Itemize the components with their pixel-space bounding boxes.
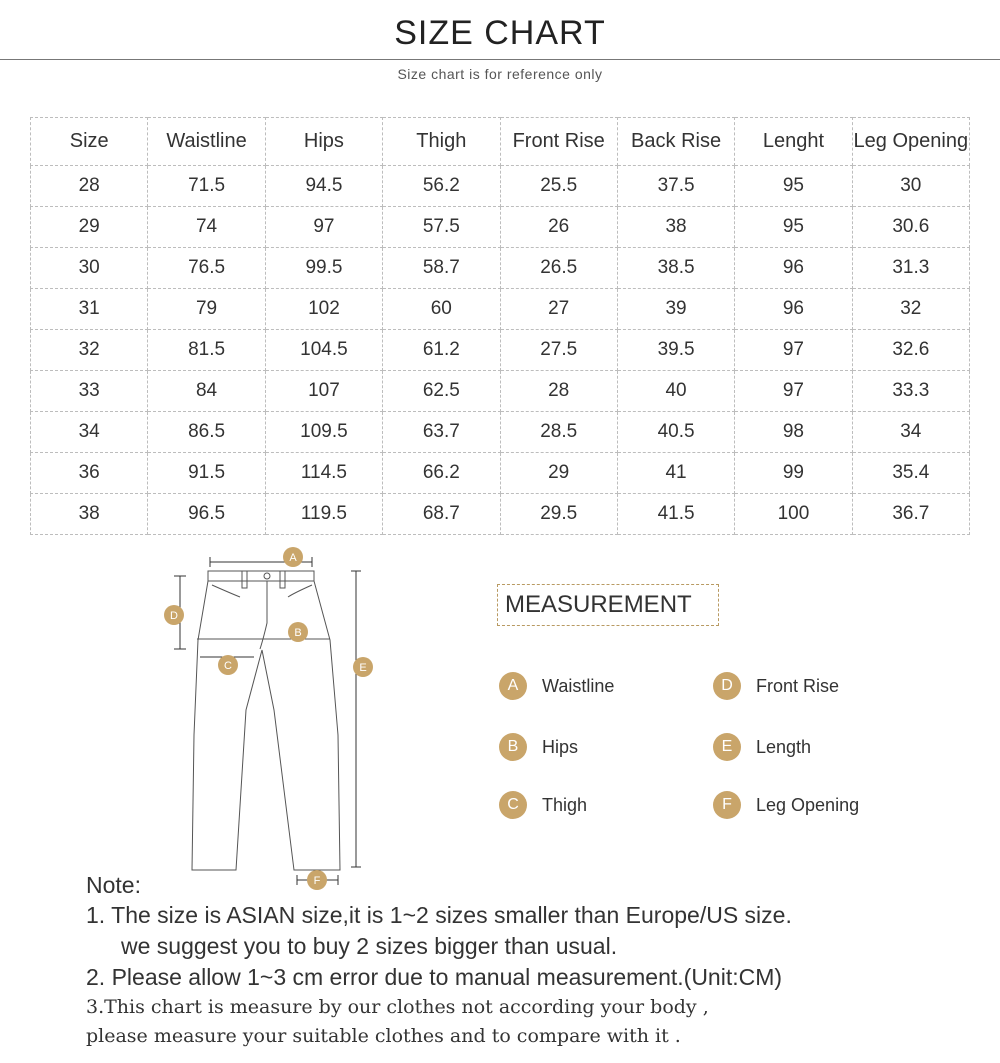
table-cell: 86.5 [148,412,265,453]
table-cell: 31 [31,289,148,330]
badge-e [353,657,373,677]
table-cell: 76.5 [148,248,265,289]
table-cell: 40.5 [617,412,734,453]
table-cell: 40 [617,371,734,412]
legend-label: Leg Opening [756,794,860,815]
table-cell: 30.6 [852,207,969,248]
table-row [31,248,970,289]
legend-item-thigh [499,790,587,820]
header-leg-opening: Leg Opening [852,118,969,166]
legend-label: Length [756,736,812,757]
page-subtitle: Size chart is for reference only [397,66,603,82]
table-cell: 41.5 [617,494,734,535]
table-cell: 60 [383,289,500,330]
table-body [31,166,970,535]
table-cell: 63.7 [383,412,500,453]
legend-label: Hips [542,736,579,757]
table-cell: 25.5 [500,166,617,207]
notes-section [86,870,986,1051]
table-cell: 34 [31,412,148,453]
legend-label: Front Rise [756,675,840,696]
legend-item-front-rise [713,671,839,701]
table-cell: 27 [500,289,617,330]
table-cell: 104.5 [265,330,382,371]
table-cell: 39.5 [617,330,734,371]
badge-d [164,605,184,625]
table-cell: 61.2 [383,330,500,371]
table-cell: 68.7 [383,494,500,535]
table-cell: 100 [735,494,852,535]
table-cell: 109.5 [265,412,382,453]
svg-text:E: E [359,662,367,674]
table-cell: 32 [31,330,148,371]
page-title: SIZE CHART [394,14,606,52]
table-cell: 41 [617,453,734,494]
badge-a [283,547,303,567]
table-cell: 39 [617,289,734,330]
table-cell: 98 [735,412,852,453]
table-cell: 99.5 [265,248,382,289]
table-cell: 32.6 [852,330,969,371]
table-cell: 114.5 [265,453,382,494]
table-cell: 26 [500,207,617,248]
size-table [30,117,970,535]
note-line-2: 2. Please allow 1~3 cm error due to manual measurement.(Unit:CM) [86,964,783,990]
badge-c-icon: C [499,791,527,819]
legend-item-hips [499,732,578,762]
table-cell: 38 [31,494,148,535]
table-cell: 35.4 [852,453,969,494]
svg-text:F: F [313,875,321,887]
table-cell: 27.5 [500,330,617,371]
badge-f-icon: F [713,791,741,819]
table-cell: 95 [735,166,852,207]
svg-text:A: A [289,552,297,564]
table-row [31,412,970,453]
note-line-1b: we suggest you to buy 2 sizes bigger than usual. [121,933,618,959]
table-cell: 96.5 [148,494,265,535]
table-cell: 31.3 [852,248,969,289]
svg-text:B: B [294,627,302,639]
svg-text:C: C [224,660,232,672]
table-cell: 37.5 [617,166,734,207]
note-line-3: 3.This chart is measure by our clothes not according your body , [86,996,709,1018]
table-cell: 97 [735,371,852,412]
note-line-1: 1. The size is ASIAN size,it is 1~2 sizes smaller than Europe/US size. [86,902,792,928]
table-cell: 29 [500,453,617,494]
table-cell: 36 [31,453,148,494]
table-cell: 97 [265,207,382,248]
table-cell: 38 [617,207,734,248]
badge-b [288,622,308,642]
legend-item-leg-opening [713,790,859,820]
table-cell: 58.7 [383,248,500,289]
table-cell: 95 [735,207,852,248]
table-cell: 33.3 [852,371,969,412]
note-line-3b: please measure your suitable clothes and to compare with it . [86,1025,681,1047]
table-cell: 81.5 [148,330,265,371]
table-cell: 34 [852,412,969,453]
table-cell: 56.2 [383,166,500,207]
badge-c [218,655,238,675]
table-cell: 97 [735,330,852,371]
table-cell: 57.5 [383,207,500,248]
svg-text:D: D [170,610,178,622]
header-back-rise: Back Rise [617,118,734,166]
table-cell: 28 [31,166,148,207]
pants-diagram [160,545,390,890]
table-cell: 62.5 [383,371,500,412]
table-cell: 33 [31,371,148,412]
table-cell: 74 [148,207,265,248]
notes-title: Note: [86,872,141,898]
table-cell: 29 [31,207,148,248]
table-cell: 102 [265,289,382,330]
table-cell: 71.5 [148,166,265,207]
header-waistline: Waistline [148,118,265,166]
header-length: Lenght [735,118,852,166]
table-cell: 28 [500,371,617,412]
table-row [31,289,970,330]
table-cell: 99 [735,453,852,494]
table-cell: 30 [31,248,148,289]
badge-d-icon: D [713,672,741,700]
table-cell: 36.7 [852,494,969,535]
table-cell: 29.5 [500,494,617,535]
table-row [31,453,970,494]
table-cell: 66.2 [383,453,500,494]
table-cell: 32 [852,289,969,330]
header-size: Size [31,118,148,166]
badge-e-icon: E [713,733,741,761]
table-row [31,330,970,371]
measurement-heading: MEASUREMENT [497,584,719,626]
header-hips: Hips [265,118,382,166]
pants-outline-icon [192,571,340,870]
table-row [31,207,970,248]
table-cell: 26.5 [500,248,617,289]
table-row [31,371,970,412]
header-thigh: Thigh [383,118,500,166]
badge-b-icon: B [499,733,527,761]
table-cell: 30 [852,166,969,207]
title-divider [0,59,1000,60]
table-cell: 84 [148,371,265,412]
table-cell: 91.5 [148,453,265,494]
table-cell: 94.5 [265,166,382,207]
legend-item-waistline [499,671,614,701]
table-cell: 96 [735,289,852,330]
legend-label: Waistline [542,675,615,696]
table-cell: 28.5 [500,412,617,453]
table-cell: 38.5 [617,248,734,289]
table-header-row [31,118,970,166]
legend-label: Thigh [542,794,588,815]
table-cell: 96 [735,248,852,289]
table-cell: 79 [148,289,265,330]
badge-a-icon: A [499,672,527,700]
table-cell: 119.5 [265,494,382,535]
header-front-rise: Front Rise [500,118,617,166]
table-cell: 107 [265,371,382,412]
legend-item-length [713,732,811,762]
table-row [31,166,970,207]
table-row [31,494,970,535]
